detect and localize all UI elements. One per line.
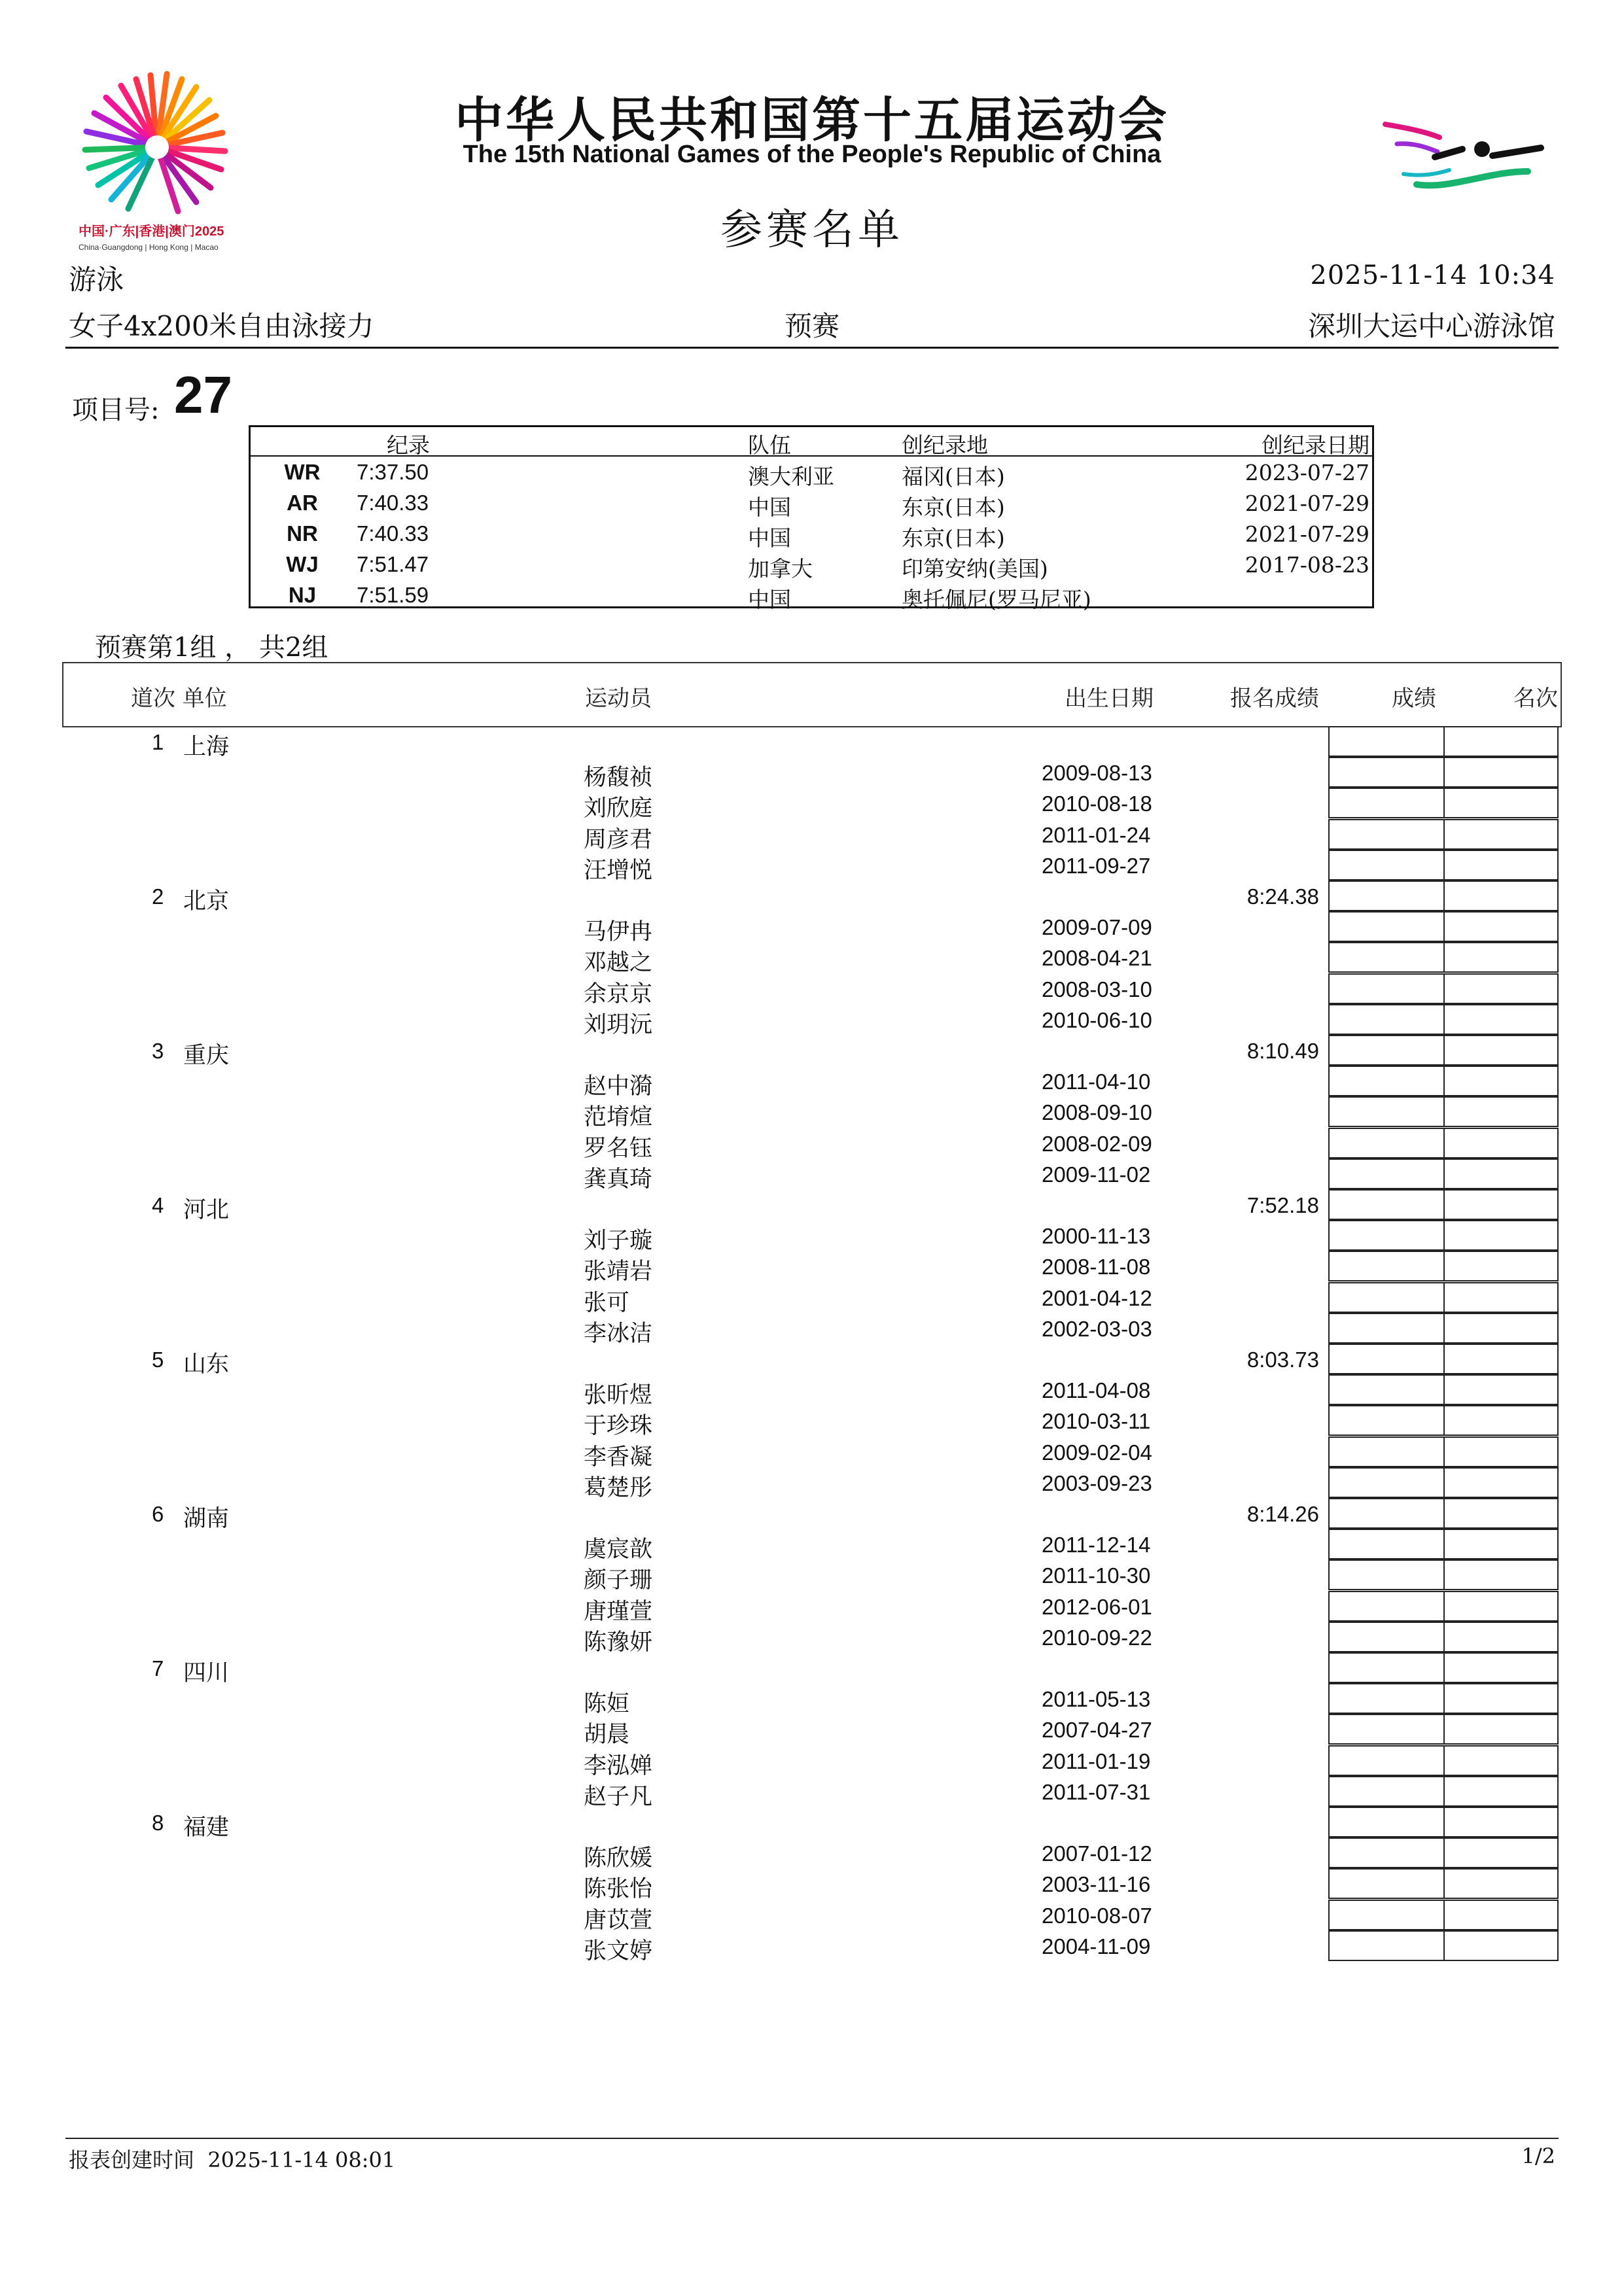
record-place: 东京(日本)	[902, 495, 1005, 520]
athlete-dob: 2009-07-09	[1042, 915, 1152, 939]
athlete-name: 张昕煜	[584, 1382, 653, 1408]
athlete-dob: 2009-11-02	[1042, 1162, 1151, 1187]
athlete-name: 马伊冉	[584, 919, 653, 945]
record-date: 2023-07-27	[1244, 460, 1369, 485]
rank-cell	[1443, 850, 1559, 880]
document-title: 参赛名单	[720, 206, 904, 254]
athlete-name: 刘玥沅	[584, 1012, 653, 1038]
result-cell	[1328, 757, 1445, 788]
athlete-name: 张靖岩	[584, 1259, 653, 1285]
rank-cell	[1443, 1807, 1559, 1837]
record-team: 中国	[748, 587, 791, 612]
team-name: 山东	[183, 1351, 230, 1378]
result-cell	[1328, 1220, 1445, 1251]
rank-cell	[1443, 1529, 1559, 1559]
lane-number: 4	[152, 1193, 164, 1217]
round-name: 预赛	[784, 310, 839, 342]
athlete-dob: 2009-02-04	[1042, 1440, 1152, 1465]
logo-text-en: China·Guangdong | Hong Kong | Macao	[79, 243, 219, 252]
record-place: 东京(日本)	[902, 525, 1005, 551]
event-name: 女子4x200米自由泳接力	[69, 310, 374, 342]
result-cell	[1328, 1652, 1445, 1683]
athlete-name: 刘子璇	[584, 1228, 653, 1254]
athlete-dob: 2008-11-08	[1042, 1255, 1151, 1279]
lane-number: 7	[152, 1656, 164, 1680]
result-cell	[1328, 1837, 1445, 1868]
entry-time: 8:14.26	[1246, 1502, 1319, 1526]
rank-cell	[1443, 1004, 1559, 1035]
athlete-dob: 2011-04-10	[1042, 1070, 1151, 1094]
athlete-dob: 2012-06-01	[1042, 1595, 1152, 1619]
rank-cell	[1443, 1559, 1559, 1590]
footer-divider	[65, 2138, 1559, 2139]
team-name: 四川	[183, 1660, 230, 1686]
rank-cell	[1443, 1900, 1559, 1930]
rank-cell	[1443, 1158, 1559, 1189]
athlete-name: 罗名钰	[584, 1136, 653, 1162]
rank-cell	[1443, 1714, 1559, 1745]
athlete-dob: 2010-08-18	[1042, 791, 1152, 816]
result-cell	[1328, 1868, 1445, 1899]
record-team: 加拿大	[748, 556, 813, 582]
header-athlete: 运动员	[585, 686, 652, 712]
record-place: 福冈(日本)	[902, 464, 1005, 489]
result-cell	[1328, 1405, 1445, 1436]
result-cell	[1328, 1714, 1445, 1745]
athlete-name: 张可	[584, 1290, 630, 1316]
rank-cell	[1443, 819, 1559, 850]
athlete-name: 陈豫妍	[584, 1629, 653, 1656]
athlete-dob: 2011-04-08	[1042, 1378, 1151, 1402]
records-header-record: 纪录	[387, 432, 430, 458]
rank-cell	[1443, 1035, 1559, 1066]
team-name: 北京	[183, 888, 230, 914]
entry-time: 8:24.38	[1246, 884, 1319, 909]
athlete-dob: 2003-11-16	[1042, 1872, 1151, 1896]
athlete-name: 邓越之	[584, 950, 653, 976]
athlete-dob: 2000-11-13	[1042, 1224, 1151, 1248]
rank-cell	[1443, 973, 1559, 1004]
rank-cell	[1443, 1745, 1559, 1776]
record-code: NJ	[288, 583, 317, 607]
result-cell	[1328, 1128, 1445, 1158]
page-number: 1/2	[1521, 2144, 1555, 2168]
team-name: 湖南	[183, 1506, 230, 1532]
rank-cell	[1443, 1189, 1559, 1220]
records-header-team: 队伍	[748, 432, 791, 458]
athlete-name: 唐瑾萱	[584, 1599, 653, 1625]
record-team: 澳大利亚	[748, 464, 834, 489]
rank-cell	[1443, 1591, 1559, 1622]
result-cell	[1328, 1683, 1445, 1714]
rank-cell	[1443, 1405, 1559, 1436]
rank-cell	[1443, 1683, 1559, 1714]
athlete-name: 余京京	[584, 981, 653, 1007]
result-cell	[1328, 1622, 1445, 1652]
result-cell	[1328, 788, 1445, 818]
entry-time: 8:03.73	[1246, 1348, 1319, 1372]
athlete-name: 汪增悦	[584, 858, 653, 884]
athlete-dob: 2008-09-10	[1042, 1100, 1152, 1124]
entry-time: 8:10.49	[1246, 1039, 1319, 1063]
result-cell	[1328, 1498, 1445, 1529]
athlete-dob: 2011-01-24	[1042, 823, 1151, 847]
header-lane-unit: 道次 单位	[131, 686, 227, 712]
header-result: 成绩	[1392, 686, 1436, 712]
lane-number: 2	[152, 884, 164, 909]
result-cell	[1328, 1807, 1445, 1837]
result-cell	[1328, 1776, 1445, 1807]
result-cell	[1328, 1467, 1445, 1498]
athlete-name: 胡晨	[584, 1722, 630, 1748]
athlete-dob: 2004-11-09	[1042, 1934, 1151, 1958]
athlete-name: 张文婷	[584, 1938, 653, 1964]
records-header-place: 创纪录地	[902, 432, 988, 458]
athlete-name: 于珍珠	[584, 1413, 653, 1439]
report-created	[69, 2144, 395, 2174]
athlete-dob: 2011-01-19	[1042, 1749, 1151, 1773]
rank-cell	[1443, 1868, 1559, 1899]
athlete-name: 李泓婵	[584, 1753, 653, 1779]
rank-cell	[1443, 1374, 1559, 1405]
result-cell	[1328, 880, 1445, 911]
page-title-cn: 中华人民共和国第十五届运动会	[455, 93, 1169, 147]
rank-cell	[1443, 1837, 1559, 1868]
athlete-dob: 2010-09-22	[1042, 1626, 1152, 1650]
records-header-date: 创纪录日期	[1262, 432, 1369, 458]
record-code: NR	[287, 521, 318, 546]
rank-cell	[1443, 1313, 1559, 1344]
result-cell	[1328, 973, 1445, 1004]
result-cell	[1328, 1158, 1445, 1189]
rank-cell	[1443, 880, 1559, 911]
record-time: 7:51.59	[357, 583, 429, 607]
rank-cell	[1443, 1344, 1559, 1374]
result-cell	[1328, 1745, 1445, 1776]
athlete-dob: 2010-08-07	[1042, 1904, 1152, 1928]
records-header-divider	[251, 455, 1372, 457]
result-cell	[1328, 1559, 1445, 1590]
result-cell	[1328, 1900, 1445, 1930]
team-name: 上海	[183, 734, 230, 760]
entry-time: 7:52.18	[1246, 1193, 1319, 1217]
athlete-dob: 2011-09-27	[1042, 854, 1151, 878]
header-divider	[65, 347, 1559, 349]
result-cell	[1328, 1591, 1445, 1622]
rank-cell	[1443, 1128, 1559, 1158]
athlete-dob: 2008-02-09	[1042, 1132, 1152, 1156]
result-cell	[1328, 819, 1445, 850]
result-cell	[1328, 1035, 1445, 1066]
rank-cell	[1443, 911, 1559, 942]
result-cell	[1328, 1096, 1445, 1127]
athlete-dob: 2008-04-21	[1042, 946, 1152, 970]
rank-cell	[1443, 1251, 1559, 1281]
rank-cell	[1443, 1498, 1559, 1529]
rank-cell	[1443, 788, 1559, 818]
record-place: 印第安纳(美国)	[902, 556, 1048, 582]
record-time: 7:37.50	[357, 460, 429, 484]
athlete-name: 颜子珊	[584, 1567, 653, 1593]
athlete-dob: 2002-03-03	[1042, 1317, 1152, 1341]
athlete-name: 赵中漪	[584, 1073, 653, 1100]
result-cell	[1328, 1344, 1445, 1374]
athlete-dob: 2011-10-30	[1042, 1563, 1151, 1588]
result-cell	[1328, 942, 1445, 973]
athlete-name: 唐苡萱	[584, 1907, 653, 1934]
rank-cell	[1443, 1930, 1559, 1961]
records-table	[249, 425, 1374, 612]
athlete-dob: 2007-04-27	[1042, 1718, 1152, 1742]
result-cell	[1328, 1374, 1445, 1405]
lane-number: 3	[152, 1039, 164, 1063]
lane-number: 8	[152, 1811, 164, 1835]
team-name: 河北	[183, 1197, 230, 1223]
lane-number: 1	[152, 730, 164, 754]
athlete-dob: 2010-03-11	[1042, 1409, 1151, 1433]
result-cell	[1328, 726, 1445, 757]
rank-cell	[1443, 1282, 1559, 1313]
rank-cell	[1443, 757, 1559, 788]
record-date: 2017-08-23	[1244, 552, 1369, 578]
result-cell	[1328, 1436, 1445, 1467]
rank-cell	[1443, 1220, 1559, 1251]
result-cell	[1328, 911, 1445, 942]
sport-pictogram	[1377, 111, 1547, 206]
group-title: 预赛第1组 ， 共2组	[95, 633, 328, 663]
athlete-name: 李香凝	[584, 1444, 653, 1470]
athlete-dob: 2011-07-31	[1042, 1780, 1151, 1804]
result-cell	[1328, 1529, 1445, 1559]
venue-name: 深圳大运中心游泳馆	[1307, 310, 1555, 342]
athlete-name: 赵子凡	[584, 1784, 653, 1810]
report-created-time: 2025-11-14 08:01	[207, 2148, 396, 2172]
lane-number: 6	[152, 1502, 164, 1526]
result-cell	[1328, 1282, 1445, 1313]
athlete-name: 杨馥祯	[584, 765, 653, 791]
lane-number: 5	[152, 1348, 164, 1372]
athlete-name: 龚真琦	[584, 1166, 653, 1192]
rank-cell	[1443, 1066, 1559, 1096]
rank-cell	[1443, 1776, 1559, 1807]
rank-cell	[1443, 1652, 1559, 1683]
result-cell	[1328, 1066, 1445, 1096]
result-grid	[1328, 726, 1559, 1960]
athlete-dob: 2003-09-23	[1042, 1471, 1152, 1495]
record-date: 2021-07-29	[1244, 521, 1369, 547]
start-list-header	[62, 662, 1562, 727]
header-entry-time: 报名成绩	[1230, 686, 1319, 712]
athlete-dob: 2008-03-10	[1042, 977, 1152, 1001]
athlete-name: 葛楚彤	[584, 1475, 653, 1501]
athlete-name: 刘欣庭	[584, 795, 653, 822]
athlete-dob: 2010-06-10	[1042, 1008, 1152, 1032]
athlete-name: 陈欣媛	[584, 1845, 653, 1871]
result-cell	[1328, 1930, 1445, 1961]
athlete-dob: 2001-04-12	[1042, 1286, 1152, 1310]
result-cell	[1328, 1004, 1445, 1035]
athlete-name: 虞宸歆	[584, 1537, 653, 1563]
athlete-name: 范堉煊	[584, 1104, 653, 1130]
athlete-dob: 2009-08-13	[1042, 761, 1152, 785]
athlete-dob: 2011-12-14	[1042, 1533, 1151, 1557]
result-cell	[1328, 1251, 1445, 1281]
swimmer-icon	[1377, 111, 1547, 206]
record-code: AR	[287, 491, 318, 515]
record-time: 7:40.33	[357, 491, 429, 515]
header-dob: 出生日期	[1065, 686, 1154, 712]
team-name: 重庆	[183, 1043, 230, 1069]
result-cell	[1328, 1189, 1445, 1220]
report-created-label: 报表创建时间	[69, 2148, 195, 2172]
result-cell	[1328, 850, 1445, 880]
result-cell	[1328, 1313, 1445, 1344]
logo-text-cn: 中国·广东|香港|澳门2025	[79, 224, 224, 239]
athlete-name: 陈姮	[584, 1691, 630, 1717]
header-rank: 名次	[1513, 686, 1558, 712]
page-title-en: The 15th National Games of the People's Republic of China	[463, 141, 1161, 168]
record-team: 中国	[748, 495, 791, 520]
team-name: 福建	[183, 1815, 230, 1841]
rank-cell	[1443, 726, 1559, 757]
athlete-name: 周彦君	[584, 827, 653, 853]
rank-cell	[1443, 942, 1559, 973]
rank-cell	[1443, 1467, 1559, 1498]
print-datetime: 2025-11-14 10:34	[1310, 260, 1555, 290]
rank-cell	[1443, 1622, 1559, 1652]
event-number: 27	[174, 366, 232, 424]
record-time: 7:51.47	[357, 552, 429, 576]
record-date: 2021-07-29	[1244, 491, 1369, 516]
record-time: 7:40.33	[357, 521, 429, 546]
rank-cell	[1443, 1436, 1559, 1467]
event-number-label: 项目号:	[72, 395, 160, 425]
record-team: 中国	[748, 525, 791, 551]
athlete-name: 陈张怡	[584, 1876, 653, 1902]
record-place: 奥托佩尼(罗马尼亚)	[902, 587, 1091, 612]
athlete-dob: 2007-01-12	[1042, 1841, 1152, 1866]
athlete-dob: 2011-05-13	[1042, 1687, 1151, 1711]
record-code: WJ	[286, 552, 319, 576]
sport-name: 游泳	[69, 264, 124, 296]
record-code: WR	[284, 460, 321, 484]
athlete-name: 李冰洁	[584, 1321, 653, 1347]
rank-cell	[1443, 1096, 1559, 1127]
